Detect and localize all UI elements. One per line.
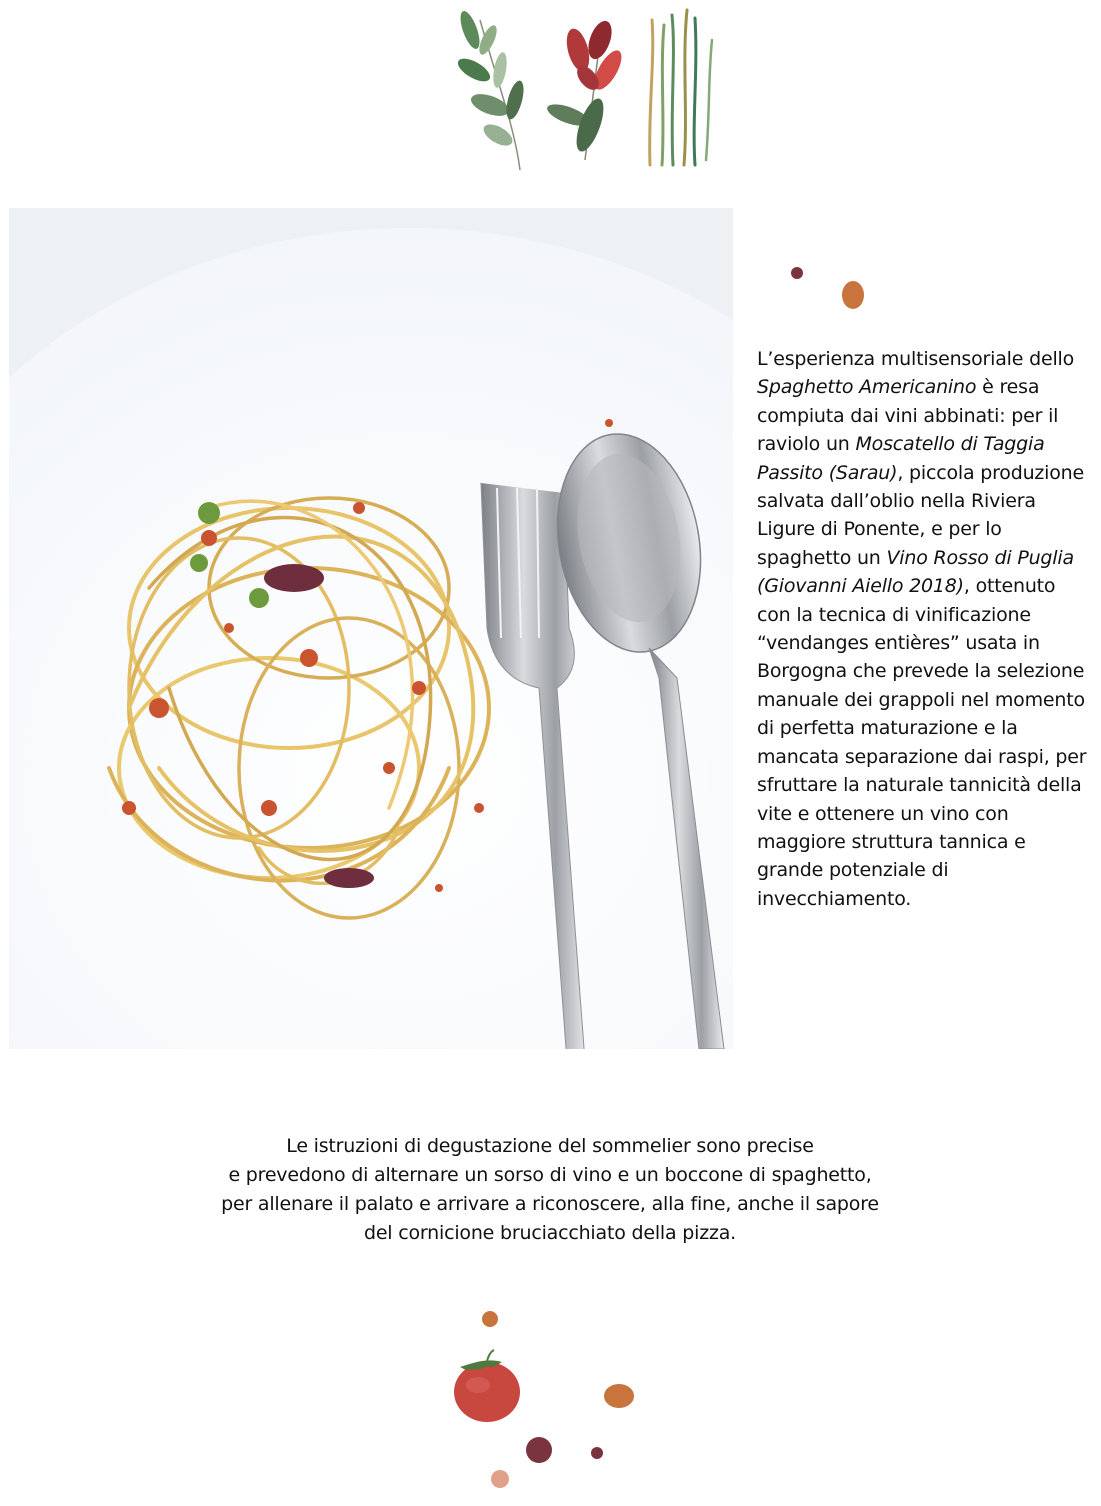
wine-name-moscatello: Moscatello di Taggia Passito (Sarau) (757, 433, 1045, 484)
tomato-illustration (430, 1300, 650, 1500)
dish-name: Spaghetto Americanino (757, 376, 977, 399)
paragraph-text: è resa compiuta dai vini abbinati: per il raviolo un (757, 376, 1059, 456)
wine-name-rosso: Vino Rosso di Puglia (Giovanni Aiello 2018) (757, 546, 1074, 598)
paragraph-text: , ottenuto con la tecnica di vinificazione “vendanges entières” usata in Borgogna che prevede la selezione manuale dei grappoli nel momento di perfetta maturazione e la mancata separazione dai raspi, per sfruttare la naturale tannicità della vite e ottenere un vino con maggiore struttura tannica e grande potenziale di invecchiamento. (757, 575, 1087, 910)
caption-line: e prevedono di alternare un sorso di vino e un boccone di spaghetto, (228, 1164, 872, 1186)
caption-line: per allenare il palato e arrivare a riconoscere, alla fine, anche il sapore (221, 1193, 879, 1215)
leaf-branch-icon (454, 9, 527, 170)
tasting-instructions-caption (140, 1132, 960, 1248)
paragraph-text: , piccola produzione salvata dall’oblio nella Riviera Ligure di Ponente, e per lo spaghetto un (757, 461, 1085, 569)
wine-pairing-paragraph (757, 345, 1087, 913)
paragraph-text: L’esperienza multisensoriale dello (757, 348, 1075, 370)
tomato-icon (454, 1350, 520, 1422)
spaghetti-dish-photo (9, 208, 733, 1049)
botanical-illustration (440, 0, 730, 180)
red-flower-icon (545, 18, 627, 160)
grass-strokes-icon (650, 10, 712, 165)
caption-line: Le istruzioni di degustazione del sommelier sono precise (286, 1135, 814, 1157)
decorative-dots (780, 258, 880, 318)
caption-line: del cornicione bruciacchiato della pizza. (363, 1222, 737, 1244)
